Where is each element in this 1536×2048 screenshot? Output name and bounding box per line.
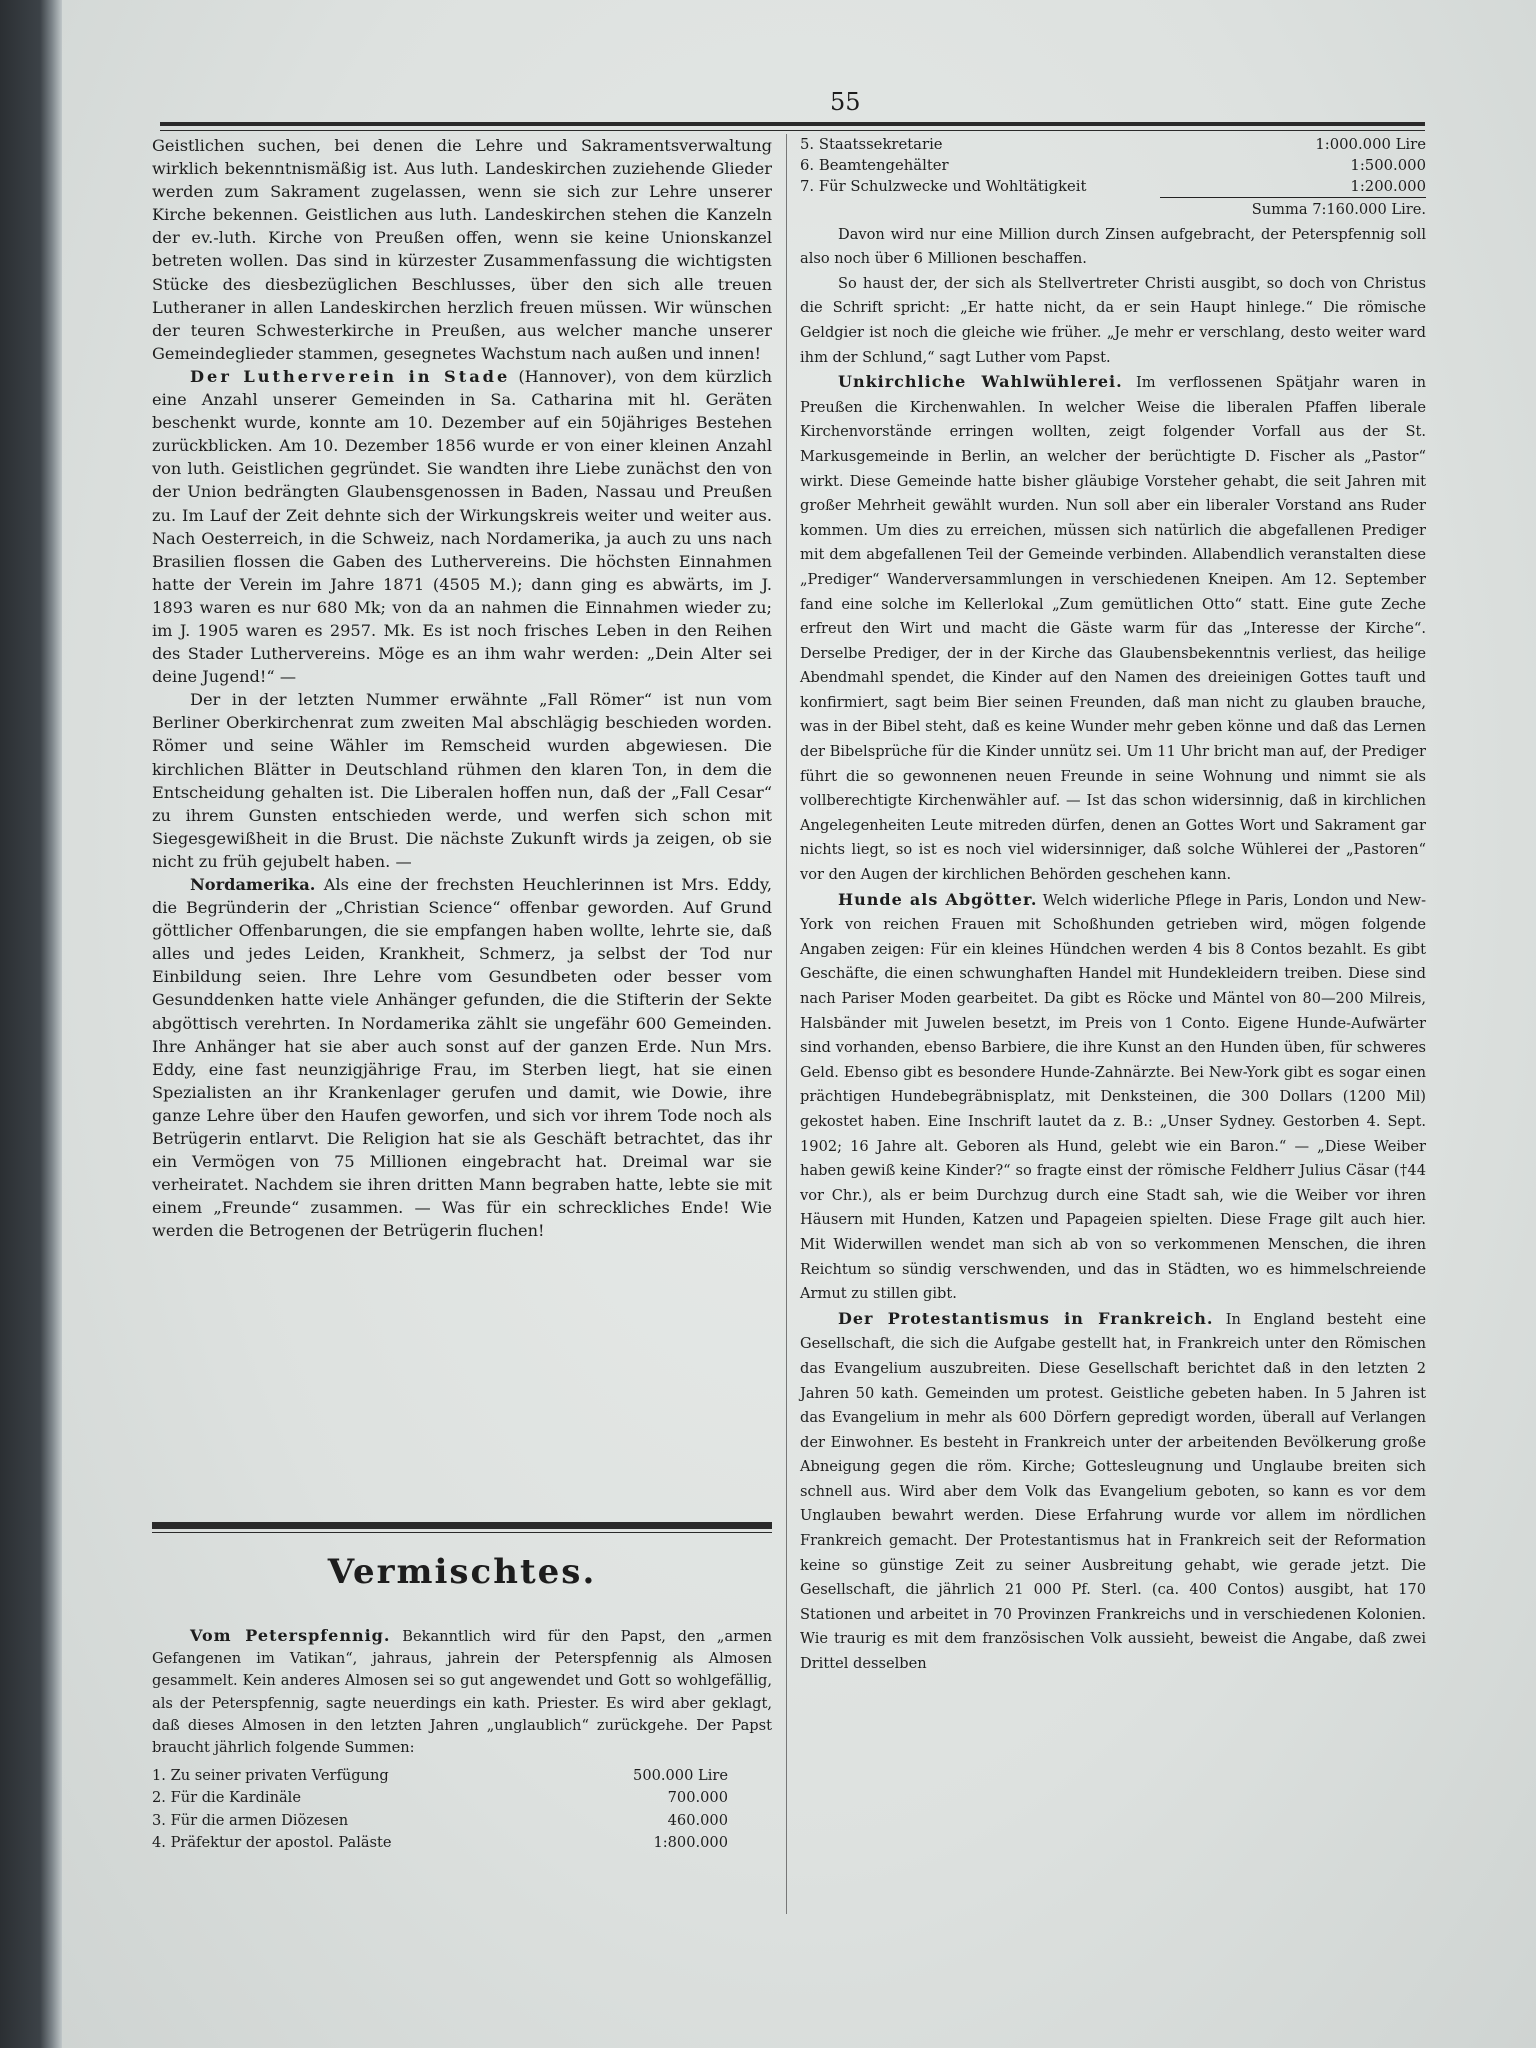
list-item: 4. Präfektur der apostol. Paläste 1:800.000 (152, 1833, 728, 1851)
section-rule-thin (152, 1532, 772, 1533)
left-paragraph-4 (152, 873, 772, 1243)
header-rule (160, 122, 1425, 126)
list-item: 1. Zu seiner privaten Verfügung 500.000 Lire (152, 1767, 728, 1785)
wahlwuehlerei-heading: Unkirchliche Wahlwühlerei. (838, 372, 1123, 392)
peterspfennig-paragraph (152, 1625, 772, 1759)
right-column (800, 134, 1426, 1677)
protestantismus-heading: Der Protestantismus in Frankreich. (838, 1308, 1214, 1328)
header-rule-thin (160, 130, 1425, 131)
summe-total: Summa 7:160.000 Lire. (1160, 197, 1426, 223)
left-paragraph-2 (152, 365, 772, 688)
right-paragraph-1: Davon wird nur eine Million durch Zinsen aufgebracht, der Peterspfennig soll also noch über 6 Millionen beschaffen. (800, 225, 1426, 268)
right-paragraph-5 (800, 1307, 1426, 1677)
section-title: Vermischtes. (327, 1552, 597, 1592)
wahlwuehlerei-text: Im verflossenen Spätjahr waren in Preußen die Kirchenwahlen. In welcher Weise die liberalen Pfaffen liberale Kirchenvorstände erringen wollten, zeigt folgender Vorfall aus der St. Markusgemeinde in Berlin, an welcher der berüchtigte D. Fischer als „Pastor“ wirkt. Diese Gemeinde hatte bisher gläubige Vorsteher gehabt, die seit Jahren mit großer Mehrheit gewählt wurden. Nun soll aber ein liberaler Vorstand ans Ruder kommen. Um dies zu erreichen, müssen sich natürlich die abgefallenen Prediger mit dem abgefallenen Teil der Gemeinde verbinden. Allabendlich veranstalten diese „Prediger“ Wanderversammlungen in verschiedenen Kneipen. Am 12. September fand eine solche im Kellerlokal „Zum gemütlichen Otto“ statt. Eine gute Zeche erfreut den Wirt und macht die Gäste warm für das „Interesse der Kirche“. Derselbe Prediger, der in der Kirche das Glaubensbekenntnis verliest, das heilige Abendmahl spendet, die Kinder auf den Namen des dreieinigen Gottes tauft und konfirmiert, sagt beim Bier seinen Freunden, daß man nicht zu glauben brauche, was in der Bibel steht, daß es keine Wunder mehr geben könne und daß das Lernen der Bibelsprüche für die Kinder unnütz sei. Um 11 Uhr bricht man auf, der Prediger führt die so gewonnenen neuen Freunde in seine Wohnung und nimmt sie als vollberechtigte Kirchenwähler auf. — Ist das schon widersinnig, daß in kirchlichen Angelegenheiten Leute mitreden dürfen, denen an Gottes Wort und Sakrament gar nichts liegt, so ist es noch viel widersinniger, daß solche Wühlerei der „Pastoren“ vor den Augen der kirchlichen Behörden geschehen kann. (800, 374, 1426, 884)
expenses-list-left (152, 1765, 728, 1854)
expenses-list-right (800, 134, 1426, 197)
right-paragraph-4 (800, 888, 1426, 1307)
lutherverein-text: (Hannover), von dem kürzlich eine Anzahl unserer Gemeinden in Sa. Catharina mit hl. Geräten beschenkt wurde, konnte am 10. Dezember auf ein 50jähriges Bestehen zurückblicken. Am 10. Dezember 1856 wurde er von einer kleinen Anzahl von luth. Geistlichen gegründet. Sie wandten ihre Liebe zunächst den von der Union bedrängten Glaubensgenossen in Baden, Nassau und Preußen zu. Im Lauf der Zeit dehnte sich der Wirkungskreis weiter und weiter aus. Nach Oesterreich, in die Schweiz, nach Nordamerika, ja auch zu uns nach Brasilien flossen die Gaben des Luthervereins. Die höchsten Einnahmen hatte der Verein im Jahre 1871 (4505 M.); dann ging es abwärts, im J. 1893 waren es nur 680 Mk; von da an nahmen die Einnahmen wieder zu; im J. 1905 waren es 2957. Mk. Es ist noch frisches Leben in den Reihen des Stader Luthervereins. Möge es an ihm wahr werden: „Dein Alter sei deine Jugend!“ — (152, 366, 773, 687)
left-paragraph-3: Der in der letzten Nummer erwähnte „Fall Römer“ ist nun vom Berliner Oberkirchenrat zum zweiten Mal abschlägig beschieden worden. Römer und seine Wähler im Remscheid wurden abgewiesen. Die kirchlichen Blätter in Deutschland rühmen den klaren Ton, in dem die Entscheidung gehalten ist. Die Liberalen hoffen nun, daß der „Fall Cesar“ zu ihrem Gunsten entschieden werde, und werfen sich schon mit Siegesgewißheit in die Brust. Die nächste Zukunft wirds ja zeigen, ob sie nicht zu früh gejubelt haben. — (152, 690, 772, 871)
column-divider (786, 134, 787, 1914)
list-item: 6. Beamtengehälter 1:500.000 (800, 157, 1426, 174)
list-item: 5. Staatssekretarie 1:000.000 Lire (800, 136, 1426, 153)
hunde-text: Welch widerliche Pflege in Paris, London und New-York von reichen Frauen mit Schoßhunden getrieben wird, mögen folgende Angaben zeigen: Für ein kleines Hündchen werden 4 bis 8 Contos bezahlt. Es gibt Geschäfte, die einen schwunghaften Handel mit Hundekleidern treiben. Diese sind nach Pariser Moden gearbeitet. Da gibt es Röcke und Mäntel von 80—200 Milreis, Halsbänder mit Juwelen besetzt, im Preis von 1 Conto. Eigene Hunde-Aufwärter sind vorhanden, ebenso Barbiere, die ihre Kunst an den Hunden üben, für schweres Geld. Ebenso gibt es besondere Hunde-Zahnärzte. Bei New-York gibt es sogar einen prächtigen Hundebegräbnisplatz, mit Denksteinen, die 300 Dollars (1200 Mil) gekostet haben. Eine Inschrift lautet da z. B.: „Unser Sydney. Gestorben 4. Sept. 1902; 16 Jahre alt. Geboren als Hund, gelebt wie ein Baron.“ — „Diese Weiber haben gewiß keine Kinder?“ so fragte einst der römische Feldherr Julius Cäsar (†44 vor Chr.), als er beim Durchzug durch eine Stadt sah, wie die Weiber vor ihren Häusern mit Hunden, Katzen und Papageien spielten. Diese Frage gilt auch hier. Mit Widerwillen wendet man sich ab von so verkommenen Menschen, die ihren Reichtum so sündig verschwenden, und das in Städten, wo es himmelschreiende Armut zu stillen gibt. (800, 891, 1426, 1303)
peterspfennig-text: Bekanntlich wird für den Papst, den „armen Gefangenen im Vatikan“, jahraus, jahrein der Peterspfennig als Almosen gesammelt. Kein anderes Almosen sei so gut angewendet und Gott so wohlgefällig, als der Peterspfennig, sagte neuerdings ein kath. Priester. Es wird aber geklagt, daß dieses Almosen in den letzten Jahren „unglaublich“ zurückgehe. Der Papst braucht jährlich folgende Summen: (152, 1628, 772, 1757)
section-rule (152, 1522, 772, 1529)
lutherverein-heading: Der Lutherverein in Stade (190, 366, 511, 386)
page-number: 55 (830, 88, 861, 116)
right-paragraph-2: So haust der, der sich als Stellvertreter Christi ausgibt, so doch von Christus die Schrift spricht: „Er hatte nicht, da er sein Haupt hinlege.“ Die römische Geldgier ist noch die gleiche wie früher. „Je mehr er verschlang, desto weiter ward ihm der Schlund,“ sagt Luther vom Papst. (800, 274, 1426, 366)
nordamerika-text: Als eine der frechsten Heuchlerinnen ist Mrs. Eddy, die Begründerin der „Christian Science“ offenbar geworden. Auf Grund göttlicher Offenbarungen, die sie empfangen haben wollte, lehrte sie, daß alles und jedes Leiden, Krankheit, Schmerz, ja selbst der Tod nur Einbildung seien. Ihre Lehre vom Gesundbeten oder besser vom Gesunddenken hatte viele Anhänger gefunden, die die Stifterin der Sekte abgöttisch verehrten. In Nordamerika zählt sie ungefähr 600 Gemeinden. Ihre Anhänger hat sie aber auch sonst auf der ganzen Erde. Nun Mrs. Eddy, eine fast neunzigjährige Frau, im Sterben liegt, hat sie einen Spezialisten an ihr Krankenlager gerufen und damit, wie Dowie, ihre ganze Lehre über den Haufen geworfen, und sich vor ihrem Tode noch als Betrügerin entlarvt. Die Religion hat sie als Geschäft betrachtet, das ihr ein Vermögen von 75 Millionen eingebracht hat. Dreimal war sie verheiratet. Nachdem sie ihren dritten Mann begraben hatte, lebte sie mit einem „Freunde“ zusammen. — Was für ein schreckliches Ende! Wie werden die Betrogenen der Betrügerin fluchen! (152, 875, 772, 1241)
right-paragraph-3 (800, 370, 1426, 887)
left-column (152, 134, 772, 1243)
peterspfennig-article (152, 1625, 772, 1854)
list-item: 3. Für die armen Diözesen 460.000 (152, 1811, 728, 1829)
list-item: 7. Für Schulzwecke und Wohltätigkeit 1:200.000 (800, 178, 1426, 195)
hunde-heading: Hunde als Abgötter. (838, 889, 1038, 909)
peterspfennig-heading: Vom Peterspfennig. (190, 1626, 391, 1645)
left-paragraph-1: Geistlichen suchen, bei denen die Lehre und Sakramentsverwaltung wirklich bekenntnismäßig ist. Aus luth. Landeskirchen zuziehende Glieder werden zum Sakrament zugelassen, wenn sie sich zur Lehre unserer Kirche bekennen. Geistlichen aus luth. Landeskirchen stehen die Kanzeln der ev.-luth. Kirche von Preußen offen, wenn sie keine Unionskanzel betreten wollen. Das sind in kürzester Zusammenfassung die wichtigsten Stücke des diesbezüglichen Beschlusses, über den sich alle treuen Lutheraner in allen Landeskirchen herzlich freuen müssen. Wir wünschen der teuren Schwesterkirche in Preußen, aus welcher manche unserer Gemeindeglieder stammen, gesegnetes Wachstum nach außen und innen! (152, 136, 772, 363)
list-item: 2. Für die Kardinäle 700.000 (152, 1789, 728, 1807)
protestantismus-text: In England besteht eine Gesellschaft, die sich die Aufgabe gestellt hat, in Frankreich unter den Römischen das Evangelium auszubreiten. Diese Gesellschaft berichtet daß in den letzten 2 Jahren 50 kath. Gemeinden um protest. Geistliche gebeten haben. In 5 Jahren ist das Evangelium in mehr als 600 Dörfern gepredigt worden, überall auf Verlangen der Einwohner. Es besteht in Frankreich unter der arbeitenden Bevölkerung große Abneigung gegen die röm. Kirche; Gottesleugnung und Unglaube breiten sich schnell aus. Wird aber dem Volk das Evangelium geboten, so kann es vor dem Unglauben bewahrt werden. Diese Erfahrung wurde vor allem im nördlichen Frankreich gemacht. Der Protestantismus hat in Frankreich seit der Reformation keine so günstige Zeit zu seiner Ausbreitung gehabt, wie gerade jetzt. Die Gesellschaft, die jährlich 21 000 Pf. Sterl. (ca. 400 Contos) ausgibt, hat 170 Stationen und arbeitet in 70 Provinzen Frankreichs und in verschiedenen Kolonien. Wie traurig es mit dem französischen Volk aussieht, beweist die Angabe, daß zwei Drittel desselben (800, 1310, 1426, 1673)
nordamerika-heading: Nordamerika. (190, 875, 316, 894)
